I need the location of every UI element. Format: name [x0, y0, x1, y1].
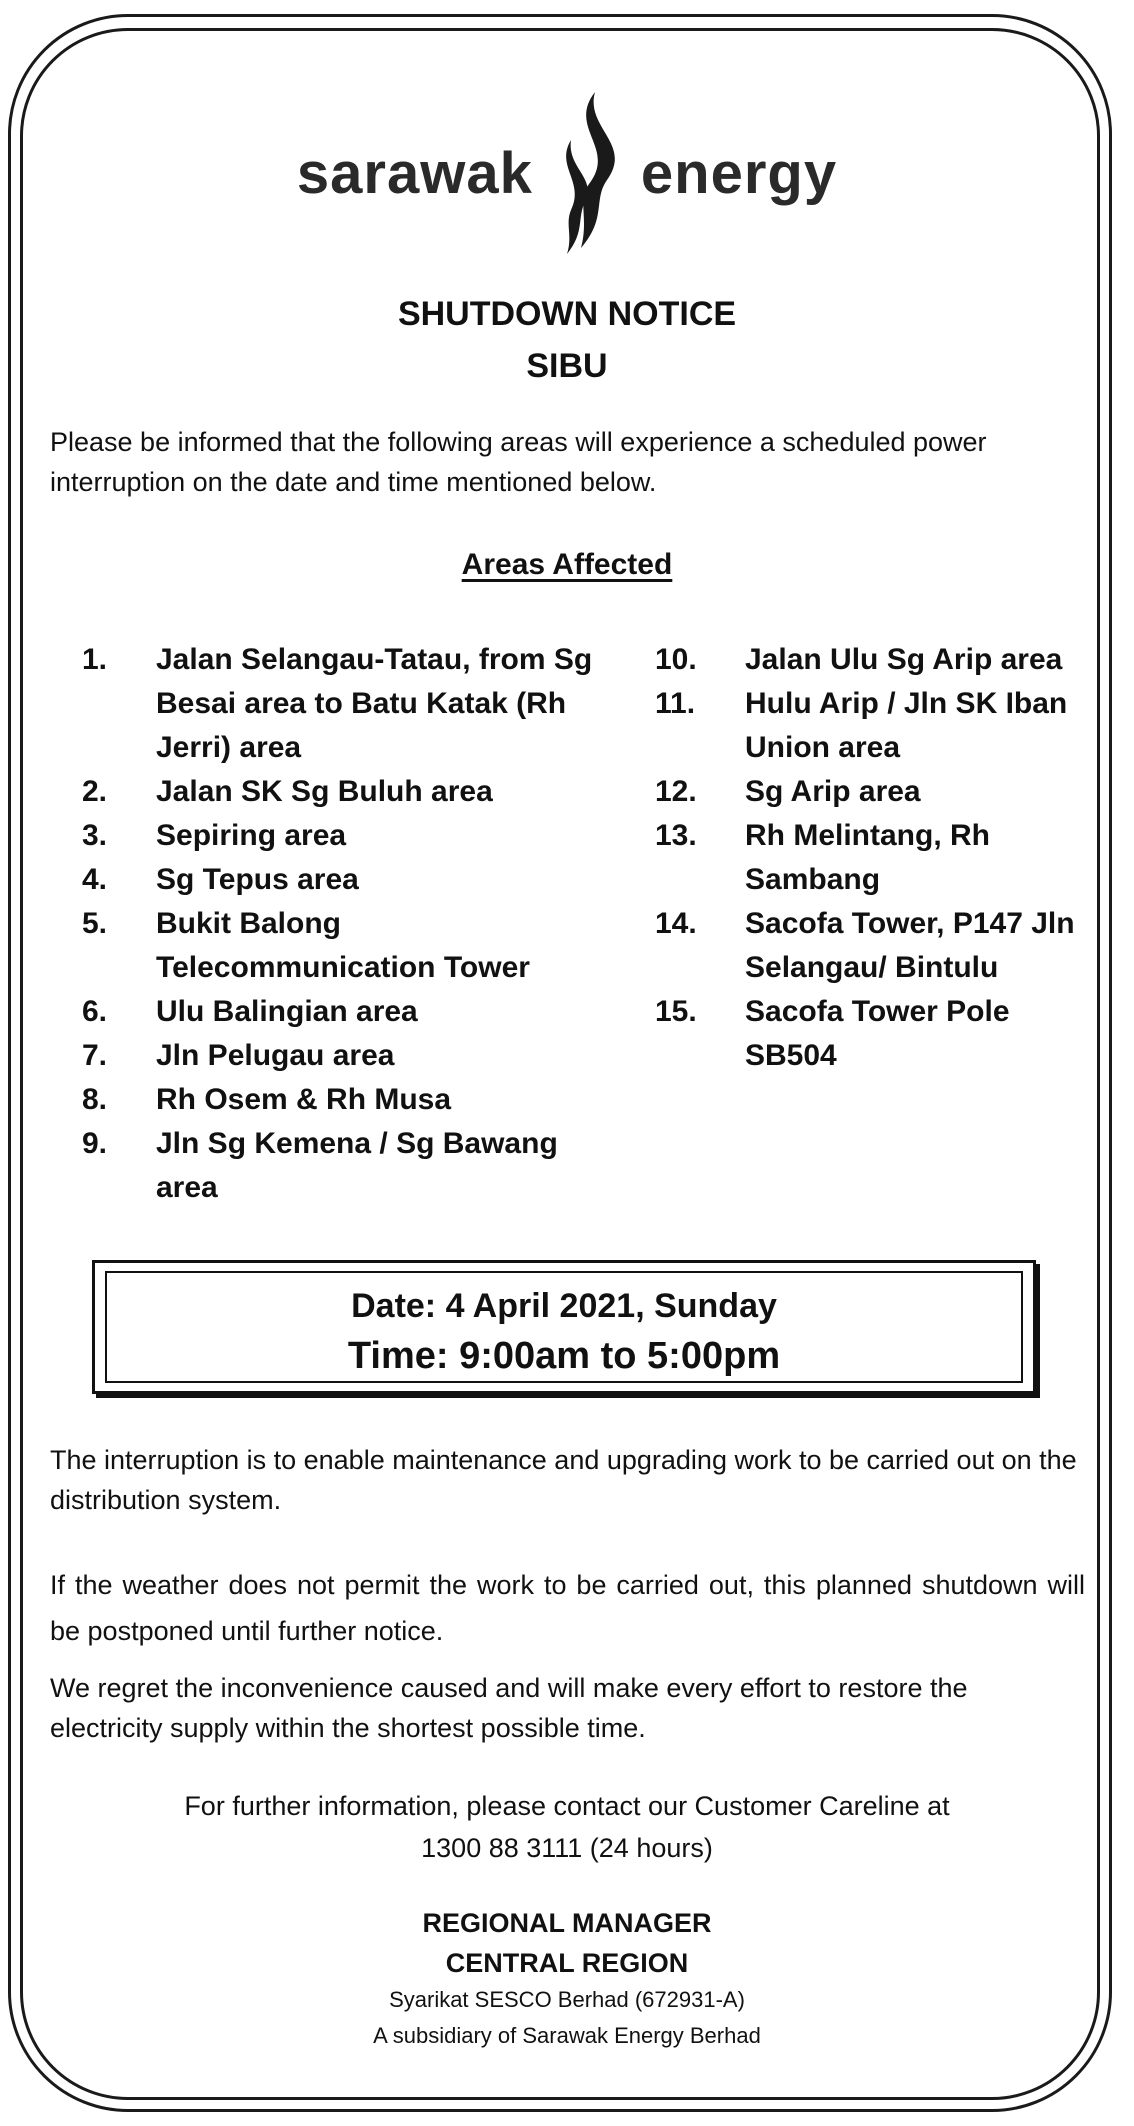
notice-location: SIBU [526, 347, 608, 385]
intro-paragraph: Please be informed that the following areas will experience a scheduled power interruption on the date and time mentioned below. [50, 427, 987, 497]
logo-word-left: sarawak [296, 140, 533, 206]
item-number: 13. [655, 819, 697, 852]
item-number: 11. [655, 687, 696, 720]
list-item [655, 814, 1075, 902]
item-text: Jln Pelugau area [156, 1039, 395, 1072]
item-text: Sepiring area [156, 819, 347, 852]
item-number: 5. [82, 907, 108, 940]
schedule-box [92, 1260, 1036, 1394]
shutdown-time: Time: 9:00am to 5:00pm [347, 1335, 781, 1377]
signatory-region: CENTRAL REGION [445, 1948, 689, 1978]
item-text: Rh Melintang, Rh Sambang [745, 819, 990, 896]
list-item [655, 902, 1075, 990]
list-item [82, 1034, 602, 1078]
item-number: 10. [655, 643, 697, 676]
reason-paragraph: The interruption is to enable maintenance and upgrading work to be carried out on the distribution system. [50, 1445, 1077, 1515]
list-item [655, 770, 1075, 814]
item-text: Sg Tepus area [156, 863, 359, 896]
item-number: 15. [655, 995, 697, 1028]
item-text: Ulu Balingian area [156, 995, 418, 1028]
item-number: 14. [655, 907, 697, 940]
areas-heading: Areas Affected [461, 548, 673, 581]
shutdown-date: Date: 4 April 2021, Sunday [351, 1287, 777, 1325]
regret-paragraph: We regret the inconvenience caused and will make every effort to restore the electricity supply within the shortest possible time. [50, 1673, 968, 1743]
item-text: Bukit Balong Telecommunication Tower [156, 907, 530, 984]
item-number: 6. [82, 995, 108, 1028]
item-number: 4. [82, 863, 108, 896]
weather-paragraph: If the weather does not permit the work to be carried out, this planned shutdown will be postponed until further notice. [50, 1570, 1085, 1646]
contact-line: For further information, please contact our Customer Careline at [184, 1791, 950, 1821]
list-item [82, 990, 602, 1034]
item-text: Jalan SK Sg Buluh area [156, 775, 493, 808]
list-item [655, 990, 1075, 1078]
list-item [655, 638, 1075, 682]
item-text: Jln Sg Kemena / Sg Bawang area [156, 1127, 558, 1204]
item-number: 3. [82, 819, 108, 852]
item-text: Jalan Selangau-Tatau, from Sg Besai area to Batu Katak (Rh Jerri) area [156, 643, 593, 764]
item-text: Hulu Arip / Jln SK Iban Union area [745, 687, 1068, 764]
signatory-title: REGIONAL MANAGER [422, 1908, 712, 1938]
sarawak-energy-logo [0, 88, 1134, 258]
item-text: Jalan Ulu Sg Arip area [745, 643, 1063, 676]
item-number: 9. [82, 1127, 108, 1160]
list-item [655, 682, 1075, 770]
list-item [82, 1122, 602, 1210]
schedule-box-inner [105, 1271, 1023, 1383]
item-number: 8. [82, 1083, 108, 1116]
item-number: 2. [82, 775, 108, 808]
item-number: 1. [82, 643, 108, 676]
subsidiary-note: A subsidiary of Sarawak Energy Berhad [373, 2023, 761, 2048]
item-text: Sacofa Tower Pole SB504 [745, 995, 1010, 1072]
list-item [82, 858, 602, 902]
list-item [82, 770, 602, 814]
list-item [82, 814, 602, 858]
item-number: 12. [655, 775, 697, 808]
item-text: Sg Arip area [745, 775, 921, 808]
item-text: Rh Osem & Rh Musa [156, 1083, 452, 1116]
list-item [82, 1078, 602, 1122]
careline-number: 1300 88 3111 (24 hours) [421, 1833, 713, 1863]
areas-list-right [655, 638, 1075, 1078]
flame-icon [537, 88, 637, 258]
logo-word-right: energy [640, 140, 838, 206]
company-name: Syarikat SESCO Berhad (672931-A) [389, 1987, 745, 2012]
notice-title: SHUTDOWN NOTICE [397, 295, 737, 333]
areas-list-left [82, 638, 602, 1210]
item-text: Sacofa Tower, P147 Jln Selangau/ Bintulu [745, 907, 1075, 984]
list-item [82, 638, 602, 770]
list-item [82, 902, 602, 990]
item-number: 7. [82, 1039, 108, 1072]
